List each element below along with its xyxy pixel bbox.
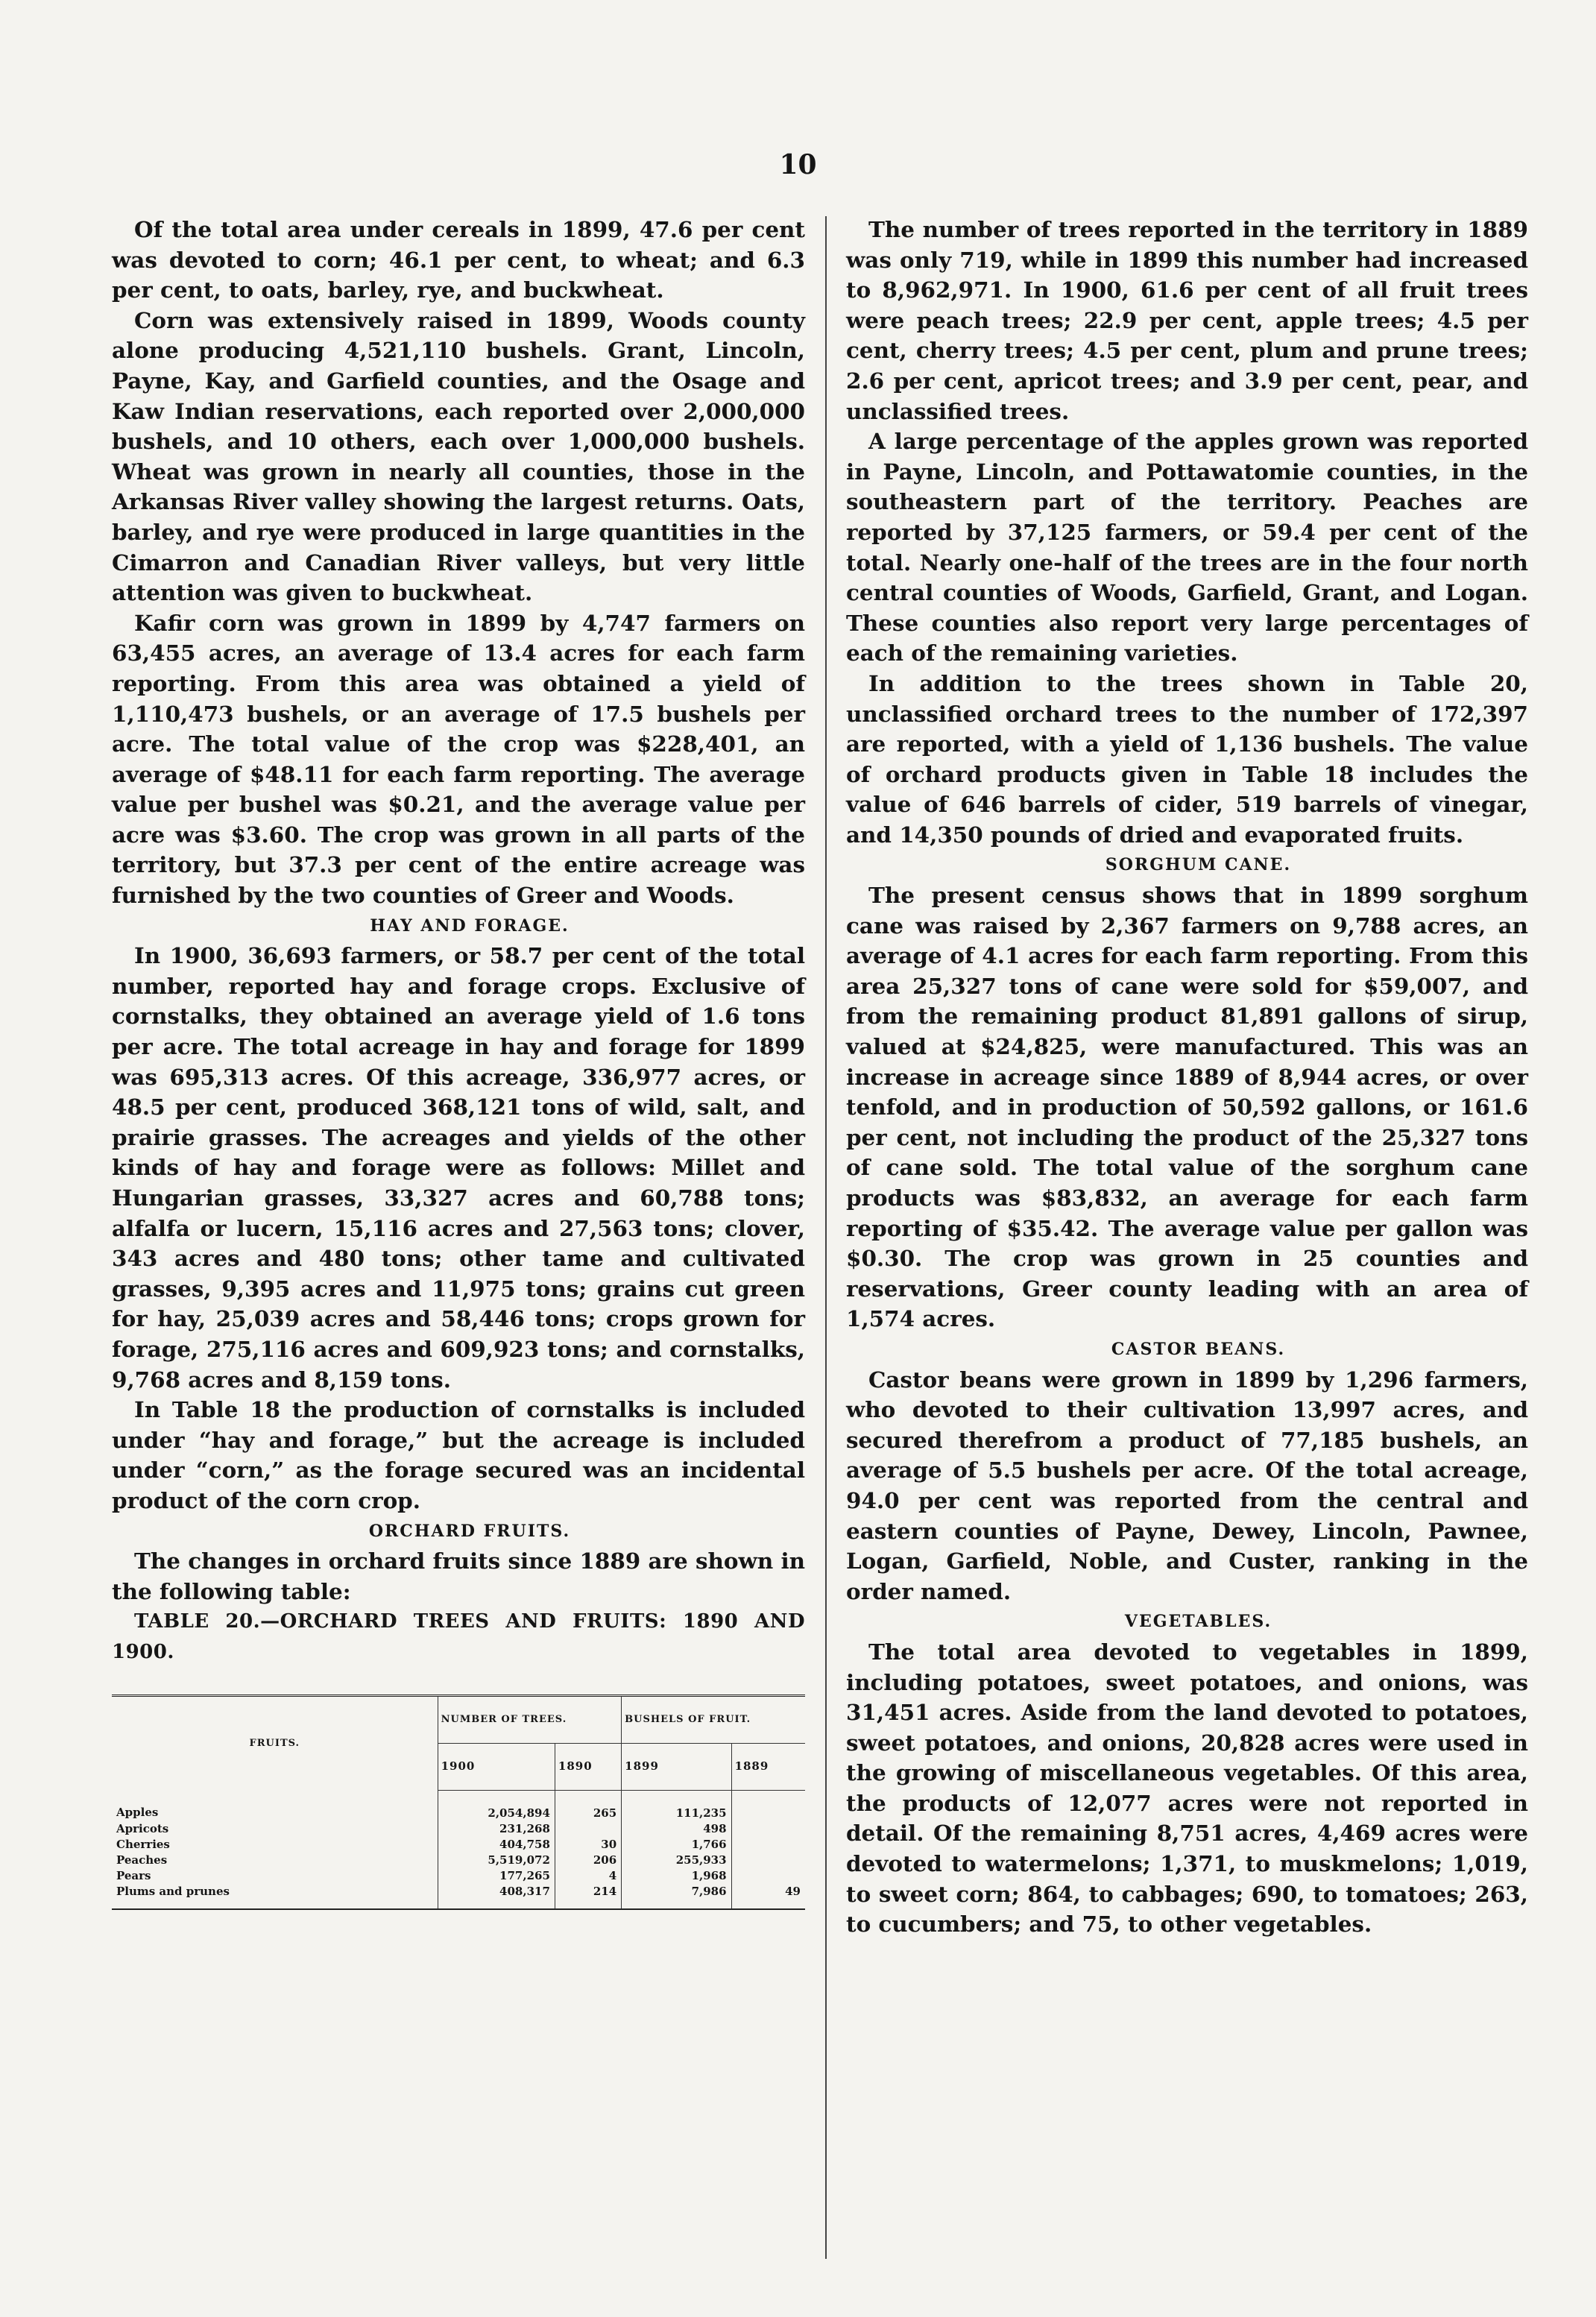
hay-forage-paragraph: In 1900, 36,693 farmers, or 58.7 per cent of the total number, reported hay and forage crops. Exclusive of cornstalks, they obtained an average yield of 1.6 tons per acre. The total acreage in hay and forage for 1899 was 695,313 acres. Of this acreage, 336,977 acres, or 48.5 per cent, produced 368,121 tons of wild, salt, and prairie grasses. The acreages and yields of the other kinds of hay and forage were as follows: Millet and Hungarian grasses, 33,327 acres and 60,788 tons; alfalfa or lucern, 15,116 acres and 27,563 tons; clover, 343 acres and 480 tons; other tame and cultivated grasses, 9,395 acres and 11,975 tons; grains cut green for hay, 25,039 acres and 58,446 tons; crops grown for forage, 275,116 acres and 609,923 tons; and cornstalks, 9,768 acres and 8,159 tons. <box>112 942 805 1393</box>
year-header: 1889 <box>731 1743 805 1790</box>
unclassified-trees-paragraph: In addition to the trees shown in Table 20, unclassified orchard trees to the number of 172,397 are reported, with a yield of 1,136 bushels. The value of orchard products given in Table 18 includes the value of 646 barrels of cider, 519 barrels of vinegar, and 14,350 pounds of dried and evaporated fruits. <box>846 669 1528 848</box>
sorghum-cane-heading: SORGHUM CANE. <box>1105 855 1292 875</box>
year-header: 1900 <box>438 1743 555 1790</box>
trees-count-paragraph: The number of trees reported in the territory in 1889 was only 719, while in 1899 this number had increased to 8,962,971. In 1900, 61.6 per cent of all fruit trees were peach trees; 22.9 per cent, apple trees; 4.5 per cent, cherry trees; 4.5 per cent, plum and prune trees; 2.6 per cent, apricot trees; and 3.9 per cent, pear, and unclassified trees. <box>846 216 1528 424</box>
orchard-fruits-heading: ORCHARD FRUITS. <box>368 1521 571 1541</box>
trees-1900-cell: 5,519,072 <box>438 1853 555 1868</box>
cereals-paragraph: Of the total area under cereals in 1899, 47.6 per cent was devoted to corn; 46.1 per cent, to wheat; and 6.3 per cent, to oats, barley, rye, and buckwheat. <box>112 216 805 303</box>
trees-1900-cell: 231,268 <box>438 1821 555 1837</box>
castor-beans-paragraph: Castor beans were grown in 1899 by 1,296 farmers, who devoted to their cultivation 13,997 acres, and secured therefrom a product of 77,185 bushels, an average of 5.5 bushels per acre. Of the total acreage, 94.0 per cent was reported from the central and eastern counties of Payne, Dewey, Lincoln, Pawnee, Logan, Garfield, Noble, and Custer, ranking in the order named. <box>846 1366 1528 1604</box>
bushels-1899-cell: 7,986 <box>622 1884 731 1909</box>
kafir-corn-paragraph: Kafir corn was grown in 1899 by 4,747 farmers on 63,455 acres, an average of 13.4 acres for each farm reporting. From this area was obtained a yield of 1,110,473 bushels, or an average of 17.5 bushels per acre. The total value of the crop was $228,401, an average of $48.11 for each farm reporting. The average value per bushel was $0.21, and the average value per acre was $3.60. The crop was grown in all parts of the territory, but 37.3 per cent of the entire acreage was furnished by the two counties of Greer and Woods. <box>112 609 805 909</box>
bushels-1899-cell: 498 <box>622 1821 731 1837</box>
bushels-group-header: BUSHELS OF FRUIT. <box>622 1695 805 1743</box>
vegetables-heading: VEGETABLES. <box>1124 1612 1272 1632</box>
bushels-1889-cell <box>731 1821 805 1837</box>
trees-1900-cell: 2,054,894 <box>438 1790 555 1821</box>
bushels-1899-cell: 111,235 <box>622 1790 731 1821</box>
fruit-column-header: FRUITS. <box>249 1737 300 1749</box>
trees-1890-cell: 206 <box>555 1853 621 1868</box>
cornstalks-paragraph: In Table 18 the production of cornstalks is included under “hay and forage,” but the acreage is included under “corn,” as the forage secured was an incidental product of the corn crop. <box>112 1396 805 1513</box>
orchard-trees-table <box>112 1695 805 1910</box>
bushels-1889-cell <box>731 1853 805 1868</box>
table-row <box>112 1790 805 1821</box>
page-number: 10 <box>779 149 817 180</box>
orchard-intro-paragraph: The changes in orchard fruits since 1889 are shown in the following table: <box>112 1548 805 1604</box>
fruit-name-cell: Apples <box>116 1806 159 1820</box>
sorghum-cane-paragraph: The present census shows that in 1899 sorghum cane was raised by 2,367 farmers on 9,788 acres, an average of 4.1 acres for each farm reporting. From this area 25,327 tons of cane were sold for $59,007, and from the remaining product 81,891 gallons of sirup, valued at $24,825, were manufactured. This was an increase in acreage since 1889 of 8,944 acres, or over tenfold, and in production of 50,592 gallons, or 161.6 per cent, not including the product of the 25,327 tons of cane sold. The total value of the sorghum cane products was $83,832, an average for each farm reporting of $35.42. The average value per gallon was $0.30. The crop was grown in 25 counties and reservations, Greer county leading with an area of 1,574 acres. <box>846 882 1528 1332</box>
fruit-name-cell: Peaches <box>116 1853 168 1867</box>
bushels-1899-cell: 255,933 <box>622 1853 731 1868</box>
column-divider <box>825 216 827 2259</box>
castor-beans-heading: CASTOR BEANS. <box>1111 1339 1286 1359</box>
corn-paragraph: Corn was extensively raised in 1899, Woods county alone producing 4,521,110 bushels. Grant, Lincoln, Payne, Kay, and Garfield counties, and the Osage and Kaw Indian reservations, each reported over 2,000,000 bushels, and 10 others, each over 1,000,000 bushels. Wheat was grown in nearly all counties, those in the Arkansas River valley showing the largest returns. Oats, barley, and rye were produced in large quantities in the Cimarron and Canadian River valleys, but very little attention was given to buckwheat. <box>112 306 805 606</box>
apples-peaches-paragraph: A large percentage of the apples grown was reported in Payne, Lincoln, and Pottawatomie counties, in the southeastern part of the territory. Peaches are reported by 37,125 farmers, or 59.4 per cent of the total. Nearly one-half of the trees are in the four north central counties of Woods, Garfield, Grant, and Logan. These counties also report very large percentages of each of the remaining varieties. <box>846 428 1528 666</box>
bushels-1889-cell <box>731 1790 805 1821</box>
bushels-1899-cell: 1,766 <box>622 1837 731 1853</box>
trees-1900-cell: 404,758 <box>438 1837 555 1853</box>
vegetables-paragraph: The total area devoted to vegetables in 1899, including potatoes, sweet potatoes, and onions, was 31,451 acres. Aside from the land devoted to potatoes, sweet potatoes, and onions, 20,828 acres were used in the growing of miscellaneous vegetables. Of this area, the products of 12,077 acres were not reported in detail. Of the remaining 8,751 acres, 4,469 acres were devoted to watermelons; 1,371, to muskmelons; 1,019, to sweet corn; 864, to cabbages; 690, to tomatoes; 263, to cucumbers; and 75, to other vegetables. <box>846 1638 1528 1938</box>
table-row <box>112 1884 805 1909</box>
fruit-name-cell: Plums and prunes <box>116 1884 230 1898</box>
trees-1890-cell: 30 <box>555 1837 621 1853</box>
trees-1890-cell: 265 <box>555 1790 621 1821</box>
fruit-name-cell: Pears <box>116 1868 151 1882</box>
year-header: 1899 <box>622 1743 731 1790</box>
table-row <box>112 1821 805 1837</box>
trees-1890-cell: 214 <box>555 1884 621 1909</box>
fruit-name-cell: Apricots <box>116 1821 169 1835</box>
fruit-name-cell: Cherries <box>116 1837 170 1851</box>
bushels-1889-cell: 49 <box>731 1884 805 1909</box>
trees-1890-cell: 4 <box>555 1868 621 1884</box>
bushels-1889-cell <box>731 1837 805 1853</box>
left-column <box>112 215 805 1910</box>
trees-1900-cell: 408,317 <box>438 1884 555 1909</box>
trees-group-header: NUMBER OF TREES. <box>438 1695 622 1743</box>
trees-1890-cell <box>555 1821 621 1837</box>
hay-forage-heading: HAY AND FORAGE. <box>370 915 570 936</box>
bushels-1889-cell <box>731 1868 805 1884</box>
right-column <box>846 215 1528 1940</box>
year-header: 1890 <box>555 1743 621 1790</box>
bushels-1899-cell: 1,968 <box>622 1868 731 1884</box>
table-row <box>112 1837 805 1853</box>
trees-1900-cell: 177,265 <box>438 1868 555 1884</box>
table-row <box>112 1868 805 1884</box>
table-row <box>112 1853 805 1868</box>
table-caption: TABLE 20.—ORCHARD TREES AND FRUITS: 1890 AND 1900. <box>112 1610 805 1663</box>
